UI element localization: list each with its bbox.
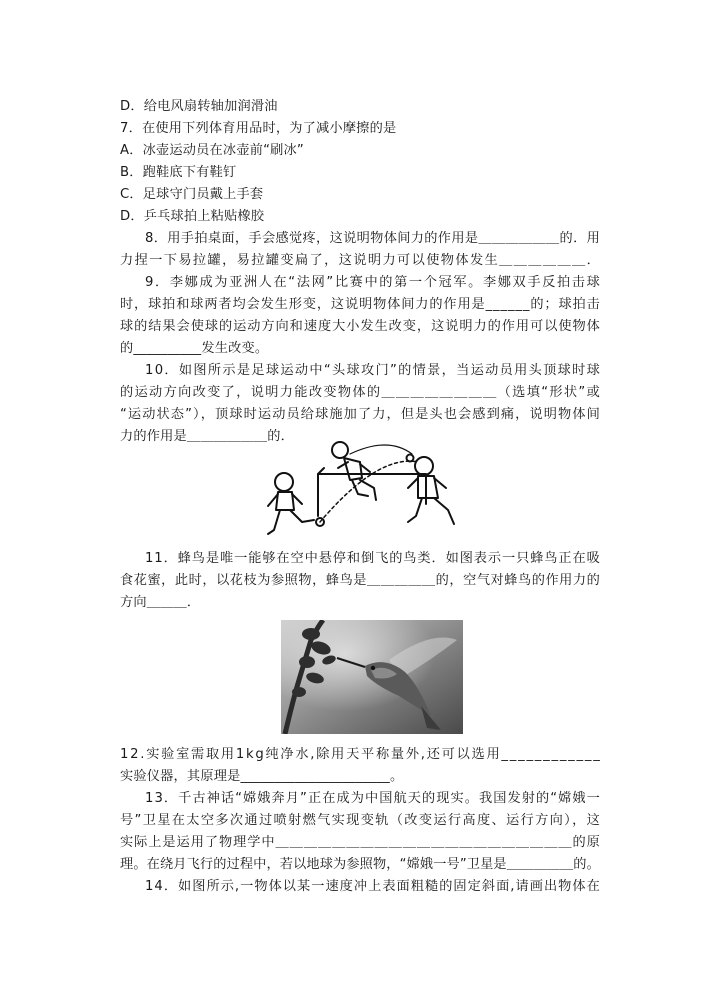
question-11-line-2: 食花蜜，此时，以花枝为参照物，蜂鸟是＿＿＿＿＿的，空气对蜂鸟的作用力的: [120, 573, 601, 588]
question-13-line-2: 号”卫星在太空多次通过喷射燃气实现变轨（改变运行高度、运行方向），这: [120, 813, 602, 828]
option-7c: C．足球守门员戴上手套: [120, 187, 264, 202]
soccer-header-illustration: [258, 432, 470, 540]
question-9-line-2: 时，球拍和球两者均会发生形变，这说明物体间力的作用是______的；球拍击: [120, 297, 601, 312]
hummingbird-photo: [281, 620, 463, 734]
question-12-line-1: 12.实验室需取用1kg纯净水,除用天平称量外,还可以选用____________: [120, 747, 602, 762]
question-9-line-1: 9．李娜成为亚洲人在“法网”比赛中的第一个冠军。李娜双手反拍击球: [145, 275, 602, 290]
question-8-line-2: 力捏一下易拉罐，易拉罐变扁了，这说明力可以使物体发生＿＿＿＿＿＿．: [120, 253, 602, 268]
question-10-line-2: 的运动方向改变了，说明力能改变物体的＿＿＿＿＿＿＿＿（选填“形状”或: [120, 385, 602, 400]
question-14-line-1: 14．如图所示,一物体以某一速度冲上表面粗糙的固定斜面,请画出物体在: [145, 879, 601, 894]
question-7: 7．在使用下列体育用品时，为了减小摩擦的是: [120, 121, 397, 136]
question-11-line-1: 11．蜂鸟是唯一能够在空中悬停和倒飞的鸟类．如图表示一只蜂鸟正在吸: [145, 551, 601, 566]
question-9-line-3: 球的结果会使球的运动方向和速度大小发生改变，这说明力的作用可以使物体: [120, 319, 601, 334]
question-10-line-1: 10．如图所示是足球运动中“头球攻门”的情景，当运动员用头顶球时球: [145, 363, 602, 378]
option-6d: D．给电风扇转轴加润滑油: [120, 99, 278, 114]
question-9-line-4: 的__________发生改变。: [120, 341, 269, 356]
question-13-line-3: 实际上是运用了物理学中＿＿＿＿＿＿＿＿＿＿＿＿＿＿＿＿＿＿＿＿＿的原: [120, 835, 601, 850]
option-7d: D．乒乓球拍上粘贴橡胶: [120, 209, 265, 224]
question-12-line-2: 实验仪器，其原理是______________________。: [120, 769, 404, 784]
option-7a: A．冰壶运动员在冰壶前“刷冰”: [120, 143, 304, 158]
question-13-line-4: 理。在绕月飞行的过程中，若以地球为参照物，“嫦娥一号”卫星是＿＿＿＿＿的。: [120, 857, 600, 872]
question-13-line-1: 13．千古神话“嫦娥奔月”正在成为中国航天的现实。我国发射的“嫦娥一: [145, 791, 601, 806]
question-11-line-3: 方向＿＿＿．: [120, 595, 201, 610]
question-10-line-4: 力的作用是＿＿＿＿＿＿的．: [120, 429, 295, 444]
question-10-line-3: “运动状态”），顶球时运动员给球施加了力，但是头也会感到痛，说明物体间: [120, 407, 601, 422]
option-7b: B．跑鞋底下有鞋钉: [120, 165, 237, 180]
question-8-line-1: 8．用手拍桌面，手会感觉疼，这说明物体间力的作用是＿＿＿＿＿＿的．用: [145, 231, 601, 246]
